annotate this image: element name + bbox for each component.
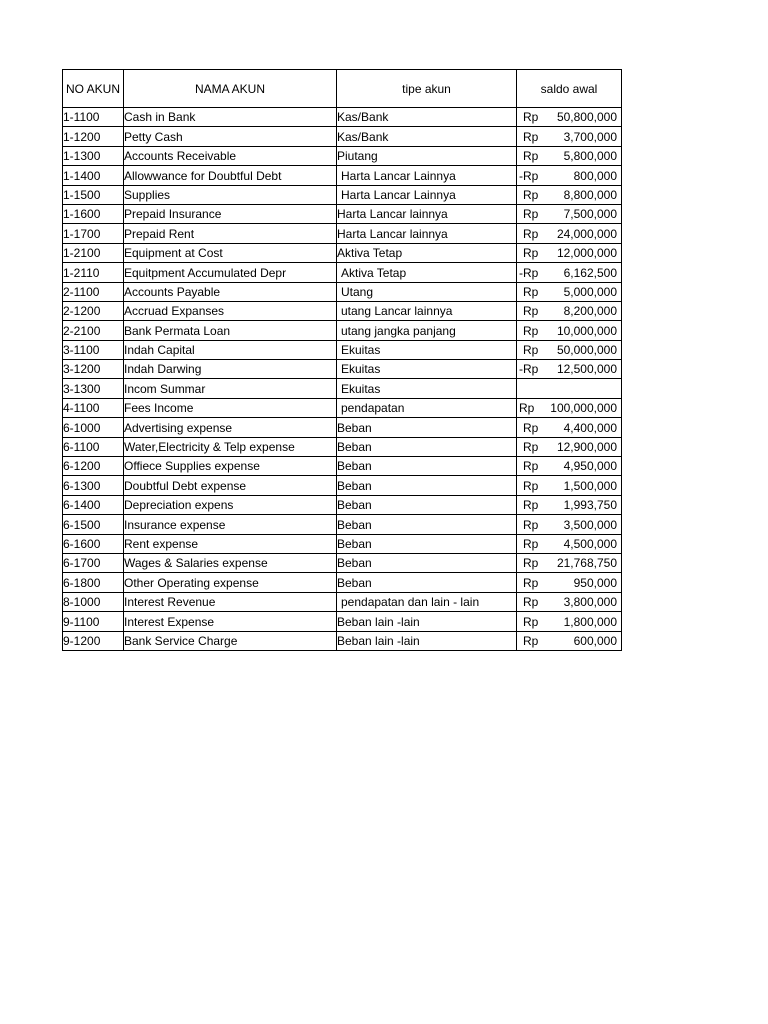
table-row (63, 127, 622, 146)
table-row (63, 204, 622, 223)
account-type: Beban (337, 515, 517, 534)
balance-amount: 24,000,000 (556, 226, 617, 241)
balance-amount: 12,900,000 (556, 440, 617, 455)
chart-of-accounts-table (62, 69, 622, 651)
table-row (63, 476, 622, 495)
opening-balance (517, 360, 622, 379)
currency-label: Rp (523, 226, 539, 241)
account-type: Harta Lancar lainnya (337, 224, 517, 243)
account-type: Beban (337, 418, 517, 437)
opening-balance (517, 282, 622, 301)
currency-label: Rp (523, 110, 539, 125)
balance-amount: 6,162,500 (563, 265, 617, 280)
table-row (63, 340, 622, 359)
table-row (63, 398, 622, 417)
currency-label: Rp (523, 536, 539, 551)
currency-label: Rp (519, 401, 535, 416)
table-row (63, 553, 622, 572)
opening-balance (517, 398, 622, 417)
currency-label: Rp (523, 556, 539, 571)
account-name: Doubtful Debt expense (124, 476, 337, 495)
table-row (63, 515, 622, 534)
currency-label: -Rp (519, 265, 539, 280)
balance-amount: 5,800,000 (563, 149, 617, 164)
account-name: Advertising expense (124, 418, 337, 437)
table-row (63, 108, 622, 127)
account-name: Prepaid Insurance (124, 204, 337, 223)
account-type: Beban (337, 457, 517, 476)
currency-label: Rp (523, 149, 539, 164)
opening-balance (517, 204, 622, 223)
account-number: 6-1600 (63, 534, 124, 553)
account-name: Rent expense (124, 534, 337, 553)
account-name: Supplies (124, 185, 337, 204)
account-name: Equitpment Accumulated Depr (124, 263, 337, 282)
currency-label: -Rp (519, 362, 539, 377)
header-row (63, 70, 622, 108)
balance-amount: 21,768,750 (556, 556, 617, 571)
account-number: 1-1300 (63, 146, 124, 165)
account-number: 6-1100 (63, 437, 124, 456)
opening-balance (517, 495, 622, 514)
currency-label: Rp (523, 440, 539, 455)
opening-balance (517, 592, 622, 611)
account-name: Wages & Salaries expense (124, 553, 337, 572)
balance-amount: 3,800,000 (563, 595, 617, 610)
balance-amount: 1,993,750 (563, 498, 617, 513)
account-number: 1-1400 (63, 166, 124, 185)
table-row (63, 457, 622, 476)
account-number: 6-1300 (63, 476, 124, 495)
account-name: Bank Service Charge (124, 631, 337, 650)
account-number: 9-1100 (63, 612, 124, 631)
currency-label: Rp (523, 420, 539, 435)
table-row (63, 612, 622, 631)
account-number: 2-2100 (63, 321, 124, 340)
account-name: Other Operating expense (124, 573, 337, 592)
account-number: 8-1000 (63, 592, 124, 611)
account-type: Kas/Bank (337, 108, 517, 127)
account-number: 6-1000 (63, 418, 124, 437)
account-name: Equipment at Cost (124, 243, 337, 262)
account-type: Beban (337, 534, 517, 553)
account-name: Indah Capital (124, 340, 337, 359)
account-number: 1-2100 (63, 243, 124, 262)
account-number: 2-1200 (63, 301, 124, 320)
account-name: Cash in Bank (124, 108, 337, 127)
table-row (63, 379, 622, 398)
opening-balance (517, 534, 622, 553)
balance-amount: 12,000,000 (556, 246, 617, 261)
account-number: 9-1200 (63, 631, 124, 650)
currency-label: Rp (523, 304, 539, 319)
header-nama-akun: NAMA AKUN (124, 70, 337, 108)
account-name: Accruad Expanses (124, 301, 337, 320)
account-name: Interest Expense (124, 612, 337, 631)
account-type: Aktiva Tetap (337, 263, 517, 282)
table-row (63, 301, 622, 320)
table-row (63, 263, 622, 282)
account-type: Beban (337, 437, 517, 456)
account-name: Accounts Payable (124, 282, 337, 301)
account-name: Prepaid Rent (124, 224, 337, 243)
account-type: Piutang (337, 146, 517, 165)
account-number: 6-1700 (63, 553, 124, 572)
account-name: Indah Darwing (124, 360, 337, 379)
account-name: Incom Summar (124, 379, 337, 398)
opening-balance (517, 612, 622, 631)
table-row (63, 185, 622, 204)
account-type: pendapatan (337, 398, 517, 417)
table-row (63, 631, 622, 650)
table-row (63, 592, 622, 611)
account-name: Water,Electricity & Telp expense (124, 437, 337, 456)
currency-label: Rp (523, 575, 539, 590)
table-row (63, 360, 622, 379)
account-number: 4-1100 (63, 398, 124, 417)
account-type: Ekuitas (337, 360, 517, 379)
balance-amount: 8,800,000 (563, 187, 617, 202)
account-number: 3-1100 (63, 340, 124, 359)
balance-amount: 1,800,000 (563, 614, 617, 629)
account-type: Kas/Bank (337, 127, 517, 146)
account-type: Ekuitas (337, 340, 517, 359)
balance-amount: 950,000 (573, 575, 617, 590)
opening-balance (517, 573, 622, 592)
account-name: Insurance expense (124, 515, 337, 534)
header-tipe-akun: tipe akun (337, 70, 517, 108)
balance-amount: 1,500,000 (563, 478, 617, 493)
account-number: 3-1300 (63, 379, 124, 398)
table-row (63, 573, 622, 592)
opening-balance (517, 340, 622, 359)
header-saldo-awal: saldo awal (517, 70, 622, 108)
currency-label: Rp (523, 498, 539, 513)
balance-amount: 8,200,000 (563, 304, 617, 319)
account-name: Petty Cash (124, 127, 337, 146)
table-row (63, 224, 622, 243)
opening-balance (517, 127, 622, 146)
account-number: 1-1600 (63, 204, 124, 223)
account-type: Beban (337, 476, 517, 495)
table-row (63, 418, 622, 437)
account-type: pendapatan dan lain - lain (337, 592, 517, 611)
opening-balance (517, 418, 622, 437)
account-name: Bank Permata Loan (124, 321, 337, 340)
account-type: Harta Lancar lainnya (337, 204, 517, 223)
table-row (63, 243, 622, 262)
account-name: Offiece Supplies expense (124, 457, 337, 476)
currency-label: Rp (523, 343, 539, 358)
account-name: Fees Income (124, 398, 337, 417)
currency-label: Rp (523, 129, 539, 144)
table-row (63, 282, 622, 301)
account-number: 2-1100 (63, 282, 124, 301)
opening-balance (517, 301, 622, 320)
currency-label: Rp (523, 633, 539, 648)
account-type: Beban (337, 553, 517, 572)
account-name: Interest Revenue (124, 592, 337, 611)
currency-label: Rp (523, 246, 539, 261)
balance-amount: 3,500,000 (563, 517, 617, 532)
opening-balance (517, 515, 622, 534)
opening-balance (517, 379, 622, 398)
balance-amount: 12,500,000 (556, 362, 617, 377)
account-type: utang jangka panjang (337, 321, 517, 340)
opening-balance (517, 185, 622, 204)
currency-label: Rp (523, 207, 539, 222)
account-number: 6-1400 (63, 495, 124, 514)
opening-balance (517, 321, 622, 340)
balance-amount: 4,500,000 (563, 536, 617, 551)
table-row (63, 437, 622, 456)
balance-amount: 50,000,000 (556, 343, 617, 358)
balance-amount: 3,700,000 (563, 129, 617, 144)
account-type: Ekuitas (337, 379, 517, 398)
table-row (63, 534, 622, 553)
account-type: Aktiva Tetap (337, 243, 517, 262)
account-number: 6-1500 (63, 515, 124, 534)
account-type: utang Lancar lainnya (337, 301, 517, 320)
currency-label: -Rp (519, 168, 539, 183)
currency-label: Rp (523, 478, 539, 493)
currency-label: Rp (523, 284, 539, 299)
balance-amount: 100,000,000 (550, 401, 617, 416)
opening-balance (517, 631, 622, 650)
balance-amount: 600,000 (573, 633, 617, 648)
account-name: Allowwance for Doubtful Debt (124, 166, 337, 185)
currency-label: Rp (523, 517, 539, 532)
account-type: Beban lain -lain (337, 631, 517, 650)
opening-balance (517, 553, 622, 572)
opening-balance (517, 166, 622, 185)
balance-amount: 50,800,000 (556, 110, 617, 125)
balance-amount: 4,400,000 (563, 420, 617, 435)
account-type: Harta Lancar Lainnya (337, 185, 517, 204)
account-number: 6-1200 (63, 457, 124, 476)
currency-label: Rp (523, 595, 539, 610)
table-body (63, 108, 622, 651)
account-name: Depreciation expens (124, 495, 337, 514)
opening-balance (517, 476, 622, 495)
account-name: Accounts Receivable (124, 146, 337, 165)
account-number: 1-2110 (63, 263, 124, 282)
balance-amount: 7,500,000 (563, 207, 617, 222)
account-number: 1-1200 (63, 127, 124, 146)
header-no-akun: NO AKUN (63, 70, 124, 108)
opening-balance (517, 457, 622, 476)
opening-balance (517, 437, 622, 456)
balance-amount: 5,000,000 (563, 284, 617, 299)
currency-label: Rp (523, 323, 539, 338)
opening-balance (517, 243, 622, 262)
table-row (63, 495, 622, 514)
table-row (63, 146, 622, 165)
table-row (63, 166, 622, 185)
table-row (63, 321, 622, 340)
balance-amount: 10,000,000 (556, 323, 617, 338)
account-type: Harta Lancar Lainnya (337, 166, 517, 185)
opening-balance (517, 108, 622, 127)
currency-label: Rp (523, 459, 539, 474)
account-number: 1-1100 (63, 108, 124, 127)
account-number: 6-1800 (63, 573, 124, 592)
opening-balance (517, 224, 622, 243)
opening-balance (517, 146, 622, 165)
currency-label: Rp (523, 614, 539, 629)
account-type: Beban (337, 495, 517, 514)
currency-label: Rp (523, 187, 539, 202)
account-number: 1-1700 (63, 224, 124, 243)
account-type: Beban (337, 573, 517, 592)
balance-amount: 4,950,000 (563, 459, 617, 474)
balance-amount: 800,000 (573, 168, 617, 183)
account-type: Utang (337, 282, 517, 301)
account-number: 3-1200 (63, 360, 124, 379)
account-number: 1-1500 (63, 185, 124, 204)
opening-balance (517, 263, 622, 282)
account-type: Beban lain -lain (337, 612, 517, 631)
